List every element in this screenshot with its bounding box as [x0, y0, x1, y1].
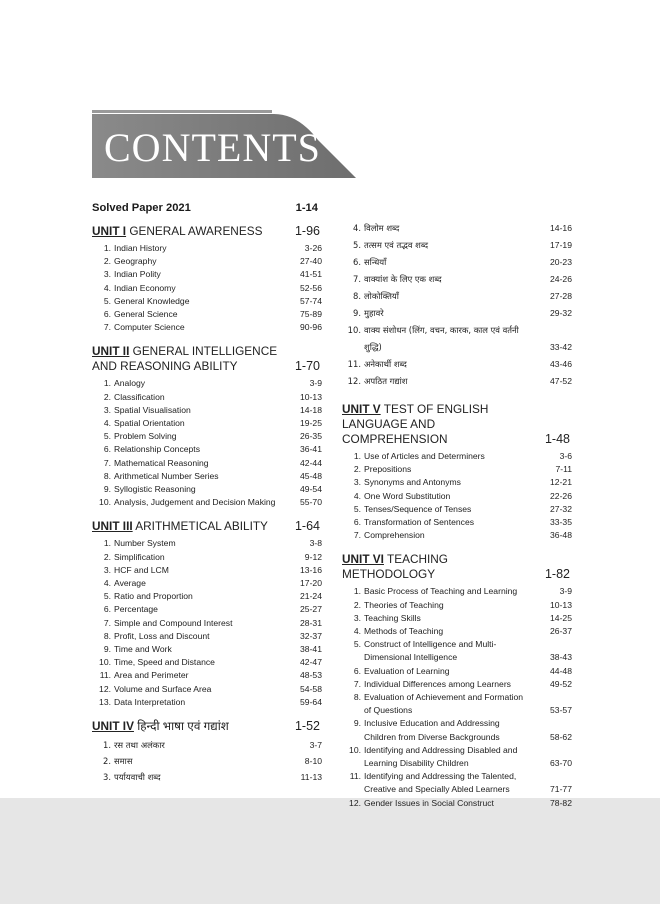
- toc-item-title: Prepositions: [364, 464, 412, 475]
- unit-pages: 1-82: [544, 567, 570, 582]
- toc-item-pages: 9-12: [304, 551, 322, 562]
- toc-item-title: Data Interpretation: [114, 696, 186, 707]
- unit-section: [342, 402, 572, 542]
- unit-section: [342, 552, 572, 809]
- toc-item-pages: 47-52: [550, 376, 572, 386]
- unit-pages: 1-52: [294, 719, 320, 734]
- toc-item-pages: 43-46: [550, 359, 572, 369]
- toc-item-number: 7.: [103, 457, 111, 468]
- unit-pages: 1-48: [544, 432, 570, 446]
- toc-item-pages: 36-48: [550, 530, 572, 541]
- toc-item-pages: 32-37: [300, 630, 322, 641]
- toc-item-number: 2.: [103, 256, 111, 267]
- toc-item-number: 4.: [103, 418, 111, 429]
- toc-item-title: सन्धियाँ: [364, 257, 387, 267]
- toc-item-pages: 7-11: [555, 464, 572, 475]
- toc-item-title: Syllogistic Reasoning: [114, 484, 196, 495]
- toc-item-pages: 3-26: [304, 243, 322, 253]
- toc-item: [92, 564, 322, 577]
- toc-item-pages: 48-53: [300, 670, 322, 681]
- toc-item-pages: 42-47: [300, 657, 322, 668]
- toc-item-pages: 36-41: [300, 444, 322, 455]
- toc-item-pages: 59-64: [300, 696, 322, 707]
- unit-title: ARITHMETICAL ABILITY: [135, 519, 268, 534]
- toc-item: [342, 625, 572, 638]
- toc-item-title: Gender Issues in Social Construct: [364, 797, 494, 808]
- toc-item-title: Profit, Loss and Discount: [114, 630, 210, 641]
- toc-item-number: 1.: [353, 451, 361, 461]
- toc-item: [342, 612, 572, 625]
- unit-item-list: [92, 537, 322, 709]
- toc-item-pages: 14-16: [550, 223, 572, 233]
- toc-item: [342, 529, 572, 542]
- toc-item-title: Arithmetical Number Series: [114, 470, 219, 481]
- toc-item-pages: 10-13: [550, 599, 572, 610]
- toc-item: [342, 770, 572, 796]
- toc-item-title: Theories of Teaching: [364, 599, 444, 610]
- toc-item-number: 1.: [103, 243, 111, 253]
- toc-item-title: Classification: [114, 391, 165, 402]
- toc-item-number: 10.: [347, 325, 361, 335]
- toc-item-number: 5.: [353, 503, 361, 514]
- toc-item-title: Simplification: [114, 551, 165, 562]
- unit-heading: [92, 224, 322, 239]
- toc-item-title: Indian Polity: [114, 269, 161, 280]
- toc-item-pages: 27-32: [550, 503, 572, 514]
- unit-heading-text: [92, 719, 291, 734]
- toc-item-title: Evaluation of Achievement and Formation of Questions: [364, 692, 524, 716]
- toc-item-title: वाक्यांश के लिए एक शब्द: [364, 274, 442, 284]
- unit-title: TEACHING METHODOLOGY: [342, 552, 448, 582]
- toc-item-title: Number System: [114, 538, 176, 549]
- toc-item-title: HCF and LCM: [114, 564, 169, 575]
- unit-item-list: [92, 737, 322, 785]
- toc-item-title: रस तथा अलंकार: [114, 740, 165, 751]
- unit-label: UNIT V: [342, 402, 381, 416]
- toc-item: [342, 717, 572, 743]
- toc-item-number: 2.: [103, 551, 111, 562]
- toc-item: [342, 322, 572, 356]
- unit-label: UNIT I: [92, 224, 127, 238]
- toc-item: [92, 696, 322, 709]
- toc-item: [342, 665, 572, 678]
- toc-item: [92, 496, 322, 509]
- toc-item: [92, 656, 322, 669]
- toc-item-number: 4.: [353, 490, 361, 501]
- toc-item-title: Synonyms and Antonyms: [364, 477, 461, 488]
- toc-item-pages: 28-31: [300, 617, 322, 628]
- toc-item-number: 4.: [353, 626, 361, 637]
- toc-item-title: Methods of Teaching: [364, 626, 444, 637]
- toc-item-title: Inclusive Education and Addressing Children from Diverse Backgrounds: [364, 718, 500, 742]
- toc-item-pages: 49-54: [300, 484, 322, 495]
- toc-item-number: 10.: [349, 744, 361, 755]
- toc-item-title: Comprehension: [364, 530, 425, 541]
- toc-item: [342, 305, 572, 322]
- toc-item-title: Ratio and Proportion: [114, 591, 193, 602]
- toc-item-title: विलोम शब्द: [364, 223, 400, 233]
- toc-item: [92, 457, 322, 470]
- toc-item-title: Simple and Compound Interest: [114, 617, 233, 628]
- toc-item-title: तत्सम एवं तद्भव शब्द: [364, 240, 429, 250]
- toc-item: [342, 516, 572, 529]
- toc-item-title: One Word Substitution: [364, 490, 451, 501]
- toc-item-pages: 13-16: [300, 564, 322, 575]
- toc-item-pages: 38-43: [550, 652, 572, 663]
- toc-item: [92, 590, 322, 603]
- toc-item: [92, 483, 322, 496]
- toc-item-pages: 29-32: [550, 308, 572, 318]
- toc-item: [92, 643, 322, 656]
- toc-item-title: Evaluation of Learning: [364, 665, 450, 676]
- toc-item-pages: 33-42: [550, 342, 572, 352]
- toc-item: [92, 282, 322, 295]
- toc-item-pages: 75-89: [300, 309, 322, 320]
- unit-item-list: [92, 242, 322, 334]
- unit-heading-text: [92, 344, 291, 374]
- toc-item-number: 10.: [99, 657, 111, 668]
- toc-item-number: 6.: [103, 309, 111, 320]
- toc-item-pages: 14-25: [550, 612, 572, 623]
- toc-item: [92, 551, 322, 564]
- toc-item-title: Identifying and Addressing the Talented, Creative and Specially Abled Learners: [364, 771, 517, 795]
- toc-item-title: General Knowledge: [114, 295, 190, 306]
- toc-item: [92, 737, 322, 753]
- unit-pages: 1-64: [294, 519, 320, 534]
- unit-item-list: [342, 450, 572, 542]
- toc-item: [342, 476, 572, 489]
- toc-item: [342, 271, 572, 288]
- toc-item-title: Use of Articles and Determiners: [364, 451, 485, 461]
- toc-item-pages: 3-9: [309, 378, 322, 389]
- unit-title: हिन्दी भाषा एवं गद्यांश: [137, 719, 229, 734]
- toc-item-number: 3.: [103, 404, 111, 415]
- toc-item-title: समास: [114, 756, 133, 767]
- toc-item: [342, 254, 572, 271]
- toc-item-pages: 17-20: [300, 578, 322, 589]
- toc-item-number: 8.: [103, 470, 111, 481]
- toc-item-number: 9.: [353, 718, 361, 729]
- unit-label: UNIT III: [92, 519, 133, 534]
- toc-item: [342, 237, 572, 254]
- toc-item: [92, 769, 322, 785]
- toc-item-title: Percentage: [114, 604, 158, 615]
- toc-item-number: 8.: [353, 692, 361, 703]
- toc-item-title: अनेकार्थी शब्द: [364, 359, 407, 369]
- unit-title: TEST OF ENGLISH LANGUAGE AND COMPREHENSION: [342, 402, 489, 446]
- toc-item-pages: 57-74: [300, 295, 322, 306]
- toc-item-pages: 53-57: [550, 705, 572, 716]
- toc-item-pages: 19-25: [300, 418, 322, 429]
- toc-item-title: Indian History: [114, 243, 167, 253]
- toc-item: [342, 373, 572, 390]
- toc-item: [342, 638, 572, 664]
- toc-item-title: Relationship Concepts: [114, 444, 200, 455]
- toc-item-number: 7.: [353, 530, 361, 541]
- toc-item-number: 9.: [103, 484, 111, 495]
- toc-item-number: 4.: [103, 282, 111, 293]
- toc-item-number: 2.: [353, 464, 361, 475]
- toc-item-number: 12.: [99, 683, 111, 694]
- toc-item-title: पर्यायवाची शब्द: [114, 772, 161, 783]
- toc-item-number: 3.: [103, 564, 111, 575]
- toc-item-number: 5.: [103, 591, 111, 602]
- unit-section: [92, 344, 322, 509]
- toc-item: [92, 470, 322, 483]
- unit-heading: [342, 402, 572, 447]
- toc-item-title: Construct of Intelligence and Multi-Dimensional Intelligence: [364, 639, 497, 663]
- toc-item: [92, 321, 322, 334]
- unit-heading-text: [342, 402, 541, 447]
- toc-item-title: Average: [114, 578, 146, 589]
- unit-item-list: [342, 585, 572, 809]
- toc-item-title: Individual Differences among Learners: [364, 678, 511, 689]
- toc-item-number: 1.: [353, 586, 361, 597]
- toc-item-number: 4.: [353, 223, 361, 233]
- toc-item-number: 12.: [349, 797, 361, 808]
- toc-item: [342, 744, 572, 770]
- toc-item-number: 8.: [353, 291, 361, 301]
- unit-heading: [342, 552, 572, 582]
- toc-item: [92, 268, 322, 281]
- toc-item-number: 3.: [353, 612, 361, 623]
- toc-item-number: 2.: [103, 756, 111, 767]
- unit-title: GENERAL AWARENESS: [129, 224, 263, 238]
- toc-item-number: 10.: [99, 497, 111, 508]
- toc-item-number: 5.: [353, 240, 361, 250]
- unit-title: GENERAL INTELLIGENCE AND REASONING ABILITY: [92, 344, 278, 374]
- toc-item-title: Analogy: [114, 378, 146, 389]
- unit-section: [92, 519, 322, 709]
- toc-item: [342, 678, 572, 691]
- toc-item-pages: 71-77: [550, 784, 572, 795]
- toc-item-pages: 25-27: [300, 604, 322, 615]
- toc-item-number: 6.: [103, 604, 111, 615]
- toc-item-pages: 14-18: [300, 404, 322, 415]
- toc-item-pages: 52-56: [300, 282, 322, 293]
- toc-item-pages: 58-62: [550, 731, 572, 742]
- unit-heading: [92, 344, 322, 374]
- toc-item-title: Spatial Orientation: [114, 418, 185, 429]
- toc-item-number: 5.: [103, 431, 111, 442]
- toc-item-number: 11.: [99, 670, 111, 681]
- toc-item-title: Time and Work: [114, 644, 172, 655]
- toc-item-title: Teaching Skills: [364, 612, 421, 623]
- toc-item-pages: 26-35: [300, 431, 322, 442]
- toc-item: [92, 391, 322, 404]
- unit-pages: 1-96: [294, 224, 320, 238]
- toc-item: [92, 669, 322, 682]
- toc-item-number: 5.: [353, 639, 361, 650]
- toc-item: [92, 537, 322, 550]
- unit-section: [92, 224, 322, 334]
- toc-item-number: 6.: [353, 257, 361, 267]
- toc-item-pages: 78-82: [550, 797, 572, 808]
- toc-item-title: General Science: [114, 309, 178, 320]
- toc-item-title: Mathematical Reasoning: [114, 457, 209, 468]
- left-column: [92, 200, 322, 795]
- toc-item-pages: 24-26: [550, 274, 572, 284]
- toc-item-title: Analysis, Judgement and Decision Making: [114, 497, 276, 508]
- toc-item: [342, 463, 572, 476]
- toc-item-title: Transformation of Sentences: [364, 517, 475, 528]
- toc-item-title: Identifying and Addressing Disabled and Learning Disability Children: [364, 744, 518, 769]
- toc-item-pages: 8-10: [304, 756, 322, 767]
- toc-item-number: 11.: [347, 359, 361, 369]
- toc-item-pages: 55-70: [300, 497, 322, 508]
- toc-item: [92, 577, 322, 590]
- toc-item: [342, 599, 572, 612]
- unit-heading-text: [92, 224, 291, 239]
- toc-item-number: 5.: [103, 295, 111, 306]
- toc-item-number: 3.: [353, 477, 361, 488]
- toc-item-title: Geography: [114, 256, 157, 267]
- toc-item-number: 7.: [103, 322, 111, 333]
- unit-pages: 1-70: [294, 359, 320, 374]
- unit-heading-text: [342, 552, 541, 582]
- toc-item: [342, 220, 572, 237]
- toc-item-pages: 10-13: [300, 391, 322, 402]
- toc-item: [342, 797, 572, 810]
- toc-item-title: Volume and Surface Area: [114, 683, 212, 694]
- toc-item: [92, 683, 322, 696]
- toc-item: [342, 691, 572, 717]
- toc-item: [92, 443, 322, 456]
- toc-item: [92, 617, 322, 630]
- toc-item-number: 11.: [349, 771, 361, 782]
- toc-item-pages: 17-19: [550, 240, 572, 250]
- unit-label: UNIT II: [92, 344, 130, 359]
- toc-item-title: Area and Perimeter: [114, 670, 189, 681]
- toc-item-number: 9.: [103, 644, 111, 655]
- toc-item-title: लोकोक्तियाँ: [364, 291, 399, 301]
- toc-item-pages: 3-6: [559, 451, 572, 461]
- toc-item-pages: 11-13: [300, 772, 322, 783]
- toc-item-number: 7.: [353, 274, 361, 284]
- toc-item-title: वाक्य संशोधन (लिंग, वचन, कारक, काल एवं वर्तनी शुद्धि): [364, 325, 519, 352]
- toc-item-number: 7.: [353, 678, 361, 689]
- toc-item: [92, 630, 322, 643]
- solved-paper-pages: 1-14: [295, 202, 318, 214]
- toc-item: [342, 585, 572, 598]
- toc-item-pages: 49-52: [550, 678, 572, 689]
- toc-item: [92, 417, 322, 430]
- unit-label: UNIT IV: [92, 719, 134, 734]
- toc-item-number: 1.: [103, 538, 111, 549]
- toc-item-title: मुहावरे: [364, 308, 384, 318]
- toc-item: [92, 308, 322, 321]
- unit-heading: [92, 719, 322, 734]
- solved-paper-row: [92, 200, 322, 216]
- toc-item: [92, 377, 322, 390]
- toc-item-pages: 63-70: [550, 758, 572, 769]
- page-title: CONTENTS: [104, 125, 321, 170]
- toc-item-number: 12.: [347, 376, 361, 386]
- toc-item-pages: 27-40: [300, 256, 322, 267]
- unit-heading: [92, 519, 322, 534]
- toc-item: [92, 603, 322, 616]
- toc-item-number: 3.: [103, 269, 111, 280]
- toc-item-number: 7.: [103, 617, 111, 628]
- toc-item-title: Indian Economy: [114, 282, 176, 293]
- toc-item-pages: 45-48: [300, 470, 322, 481]
- unit-label: UNIT VI: [342, 552, 384, 567]
- toc-item: [92, 295, 322, 308]
- toc-item-pages: 42-44: [300, 457, 322, 468]
- toc-item-pages: 90-96: [300, 322, 322, 333]
- unit-heading-text: [92, 519, 291, 534]
- toc-item-pages: 3-9: [559, 586, 572, 597]
- toc-item-pages: 22-26: [550, 490, 572, 501]
- toc-item: [342, 450, 572, 463]
- toc-item-number: 6.: [103, 444, 111, 455]
- unit-section: [92, 719, 322, 785]
- toc-item-pages: 21-24: [300, 591, 322, 602]
- unit-item-list: [92, 377, 322, 509]
- toc-item-pages: 44-48: [550, 665, 572, 676]
- toc-item-pages: 12-21: [550, 477, 572, 488]
- toc-item-pages: 3-8: [309, 538, 322, 549]
- toc-item: [92, 242, 322, 255]
- toc-item-number: 13.: [99, 696, 111, 707]
- toc-item: [342, 288, 572, 305]
- toc-item: [92, 404, 322, 417]
- toc-item: [342, 356, 572, 373]
- toc-item-pages: 20-23: [550, 257, 572, 267]
- right-column: [342, 220, 572, 820]
- toc-item-pages: 27-28: [550, 291, 572, 301]
- toc-item-number: 6.: [353, 665, 361, 676]
- toc-item-title: Basic Process of Teaching and Learning: [364, 586, 518, 597]
- toc-item-title: अपठित गद्यांश: [364, 376, 408, 386]
- toc-item-pages: 33-35: [550, 517, 572, 528]
- toc-item-title: Computer Science: [114, 322, 185, 333]
- toc-item-number: 3.: [103, 772, 111, 783]
- toc-item-number: 9.: [353, 308, 361, 318]
- toc-item-number: 8.: [103, 630, 111, 641]
- toc-item-number: 6.: [353, 517, 361, 528]
- toc-item-number: 2.: [353, 599, 361, 610]
- toc-item-title: Spatial Visualisation: [114, 404, 191, 415]
- toc-item-number: 1.: [103, 378, 111, 389]
- toc-item-title: Time, Speed and Distance: [114, 657, 215, 668]
- toc-item-pages: 38-41: [300, 644, 322, 655]
- toc-item: [92, 255, 322, 268]
- toc-item-number: 4.: [103, 578, 111, 589]
- toc-item: [92, 753, 322, 769]
- toc-item-pages: 26-37: [550, 626, 572, 637]
- toc-item-pages: 3-7: [309, 740, 322, 751]
- toc-item-title: Tenses/Sequence of Tenses: [364, 503, 472, 514]
- unit-iv-continued: [342, 220, 572, 390]
- toc-item-pages: 41-51: [300, 269, 322, 280]
- solved-paper-label: Solved Paper 2021: [92, 202, 191, 214]
- toc-item: [92, 430, 322, 443]
- toc-item-pages: 54-58: [300, 683, 322, 694]
- toc-item-title: Problem Solving: [114, 431, 177, 442]
- toc-item: [342, 503, 572, 516]
- toc-item-number: 2.: [103, 391, 111, 402]
- toc-item-number: 1.: [103, 740, 111, 751]
- toc-item: [342, 490, 572, 503]
